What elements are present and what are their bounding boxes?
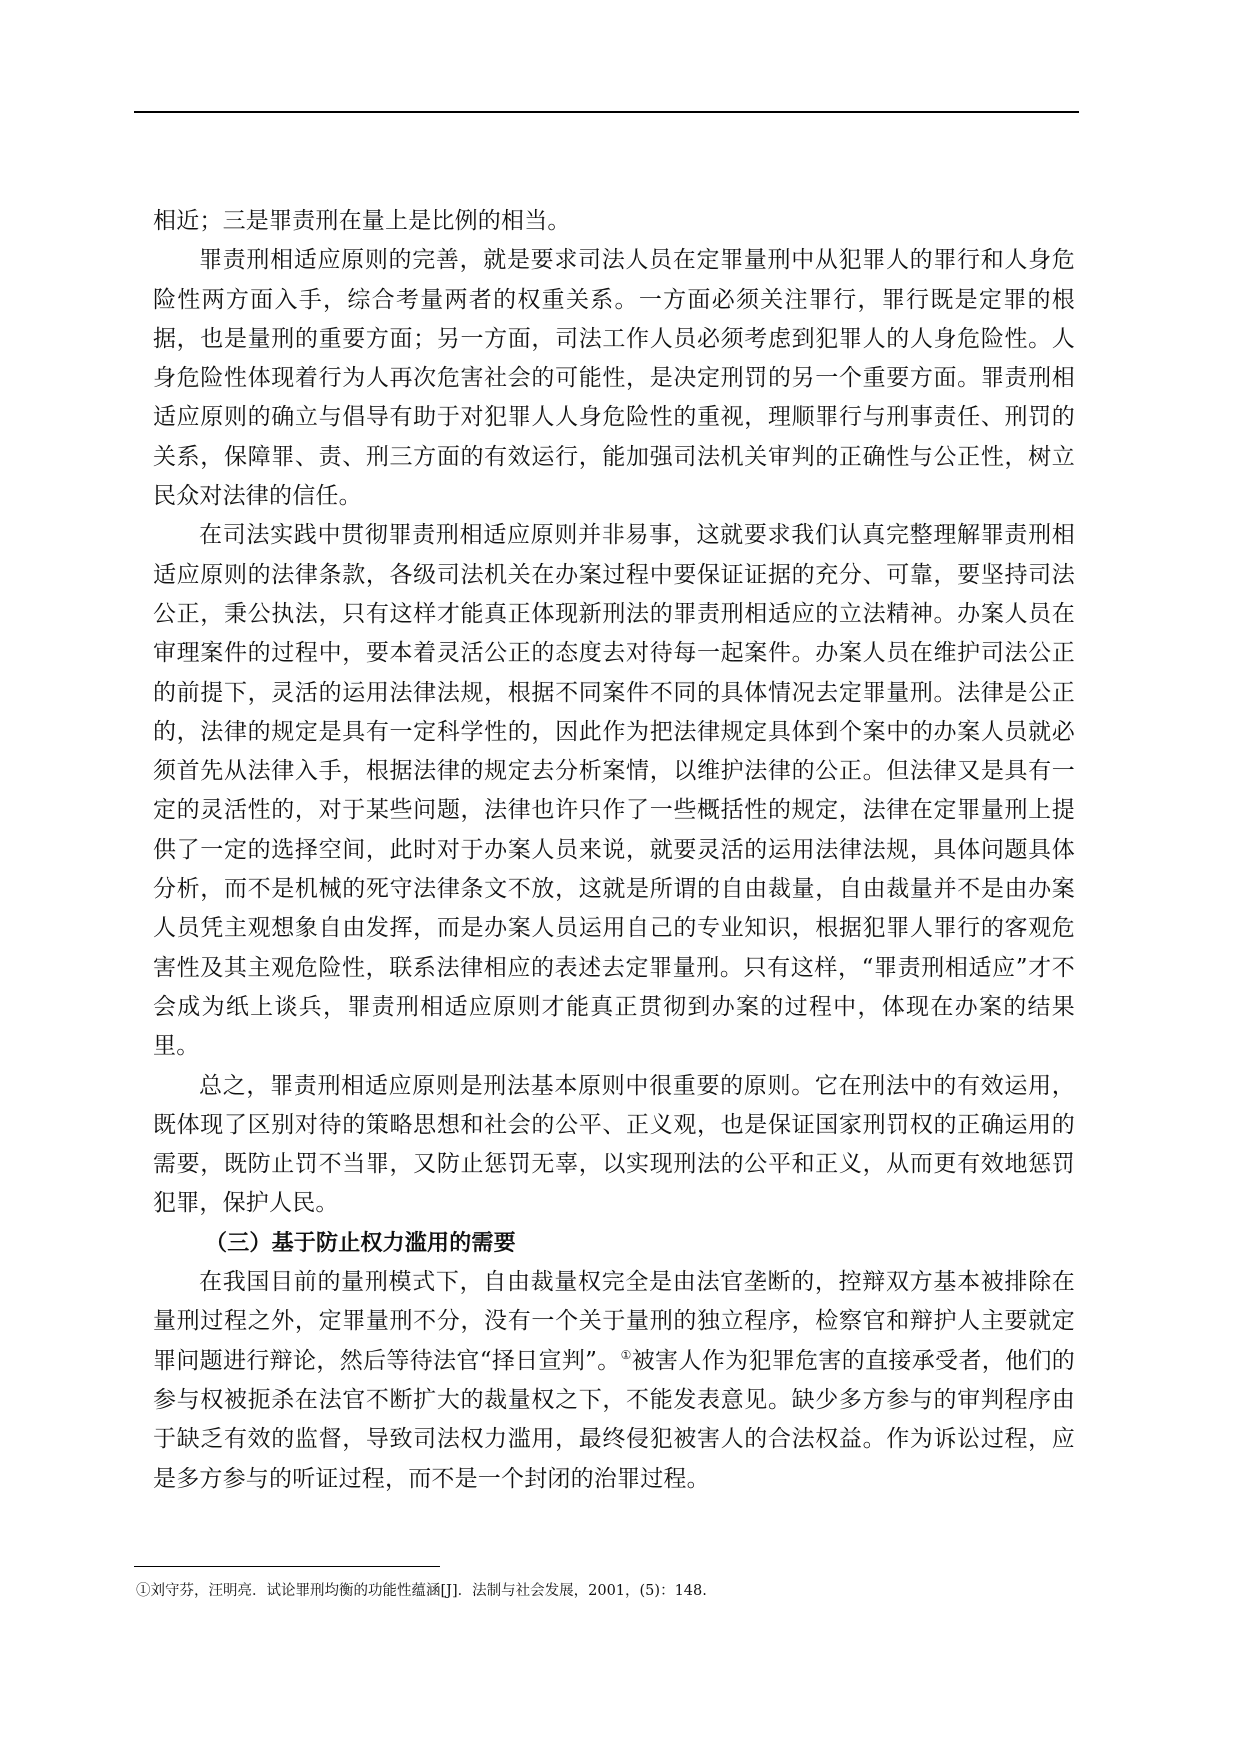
footnote-reference[interactable]: ① xyxy=(620,1347,632,1362)
paragraph-text: 被害人作为犯罪危害的直接承受者，他们的参与权被扼杀在法官不断扩大的裁量权之下，不能发表意见。缺少多方参与的审判程序由于缺乏有效的监督，导致司法权力滥用，最终侵犯被害人的合法权益。作为诉讼过程，应是多方参与的听证过程，而不是一个封闭的治罪过程。 xyxy=(153,1347,1075,1492)
paragraph-with-footnote-ref xyxy=(153,1263,1075,1499)
footnote: ①刘守芬，汪明亮．试论罪刑均衡的功能性蕴涵[J]．法制与社会发展，2001，(5)：148. xyxy=(136,1583,707,1599)
paragraph: 在司法实践中贯彻罪责刑相适应原则并非易事，这就要求我们认真完整理解罪责刑相适应原则的法律条款，各级司法机关在办案过程中要保证证据的充分、可靠，要坚持司法公正，秉公执法，只有这样才能真正体现新刑法的罪责刑相适应的立法精神。办案人员在审理案件的过程中，要本着灵活公正的态度去对待每一起案件。办案人员在维护司法公正的前提下，灵活的运用法律法规，根据不同案件不同的具体情况去定罪量刑。法律是公正的，法律的规定是具有一定科学性的，因此作为把法律规定具体到个案中的办案人员就必须首先从法律入手，根据法律的规定去分析案情，以维护法律的公正。但法律又是具有一定的灵活性的，对于某些问题，法律也许只作了一些概括性的规定，法律在定罪量刑上提供了一定的选择空间，此时对于办案人员来说，就要灵活的运用法律法规，具体问题具体分析，而不是机械的死守法律条文不放，这就是所谓的自由裁量，自由裁量并不是由办案人员凭主观想象自由发挥，而是办案人员运用自己的专业知识，根据犯罪人罪行的客观危害性及其主观危险性，联系法律相应的表述去定罪量刑。只有这样，“罪责刑相适应”才不会成为纸上谈兵，罪责刑相适应原则才能真正贯彻到办案的过程中，体现在办案的结果里。 xyxy=(153,522,1075,1060)
paragraph-text: 在我国目前的量刑模式下，自由裁量权完全是由法官垄断的，控辩双方基本被排除在量刑过程之外，定罪量刑不分，没有一个关于量刑的独立程序，检察官和辩护人主要就定罪问题进行辩论，然后等待法官“择日宣判”。 xyxy=(153,1269,1075,1374)
paragraph: 总之，罪责刑相适应原则是刑法基本原则中很重要的原则。它在刑法中的有效运用，既体现了区别对待的策略思想和社会的公平、正义观，也是保证国家刑罚权的正确运用的需要，既防止罚不当罪，又防止惩罚无辜，以实现刑法的公平和正义，从而更有效地惩罚犯罪，保护人民。 xyxy=(153,1072,1075,1217)
paragraph-continued: 相近；三是罪责刑在量上是比例的相当。 xyxy=(153,208,571,234)
footnote-rule xyxy=(134,1566,440,1567)
header-rule xyxy=(134,111,1079,113)
paragraph: 罪责刑相适应原则的完善，就是要求司法人员在定罪量刑中从犯罪人的罪行和人身危险性两方面入手，综合考量两者的权重关系。一方面必须关注罪行，罪行既是定罪的根据，也是量刑的重要方面；另一方面，司法工作人员必须考虑到犯罪人的人身危险性。人身危险性体现着行为人再次危害社会的可能性，是决定刑罚的另一个重要方面。罪责刑相适应原则的确立与倡导有助于对犯罪人人身危险性的重视，理顺罪行与刑事责任、刑罚的关系，保障罪、责、刑三方面的有效运行，能加强司法机关审判的正确性与公正性，树立民众对法律的信任。 xyxy=(153,247,1075,510)
body-text xyxy=(153,202,1075,1499)
section-heading: （三）基于防止权力滥用的需要 xyxy=(205,1230,516,1256)
